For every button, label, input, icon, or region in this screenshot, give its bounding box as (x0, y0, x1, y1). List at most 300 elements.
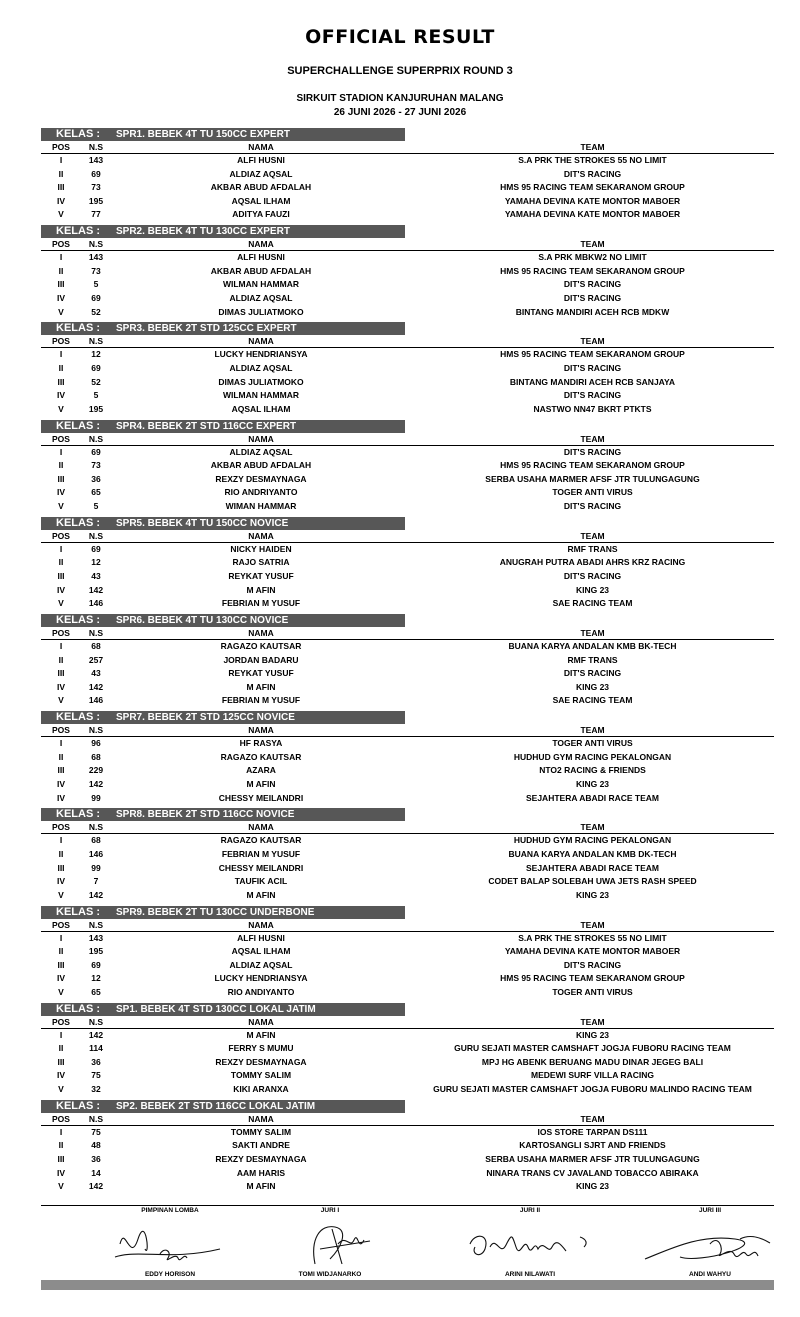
rider-name-cell: RIO ANDRIYANTO (224, 487, 298, 498)
kelas-label: KELAS : (56, 1099, 100, 1112)
rider-name-cell: AKBAR ABUD AFDALAH (210, 265, 312, 276)
rider-name-cell: FEBRIAN M YUSUF (221, 598, 301, 609)
table-row (41, 473, 774, 487)
position-cell: IV (56, 390, 66, 401)
start-number-cell: 142 (88, 778, 104, 789)
signature-scribble-icon (640, 1219, 790, 1269)
col-pos-header: POS (52, 530, 70, 541)
position-cell: V (58, 403, 64, 414)
team-name-cell: NINARA TRANS CV JAVALAND TOBACCO ABIRAKA (486, 1167, 699, 1178)
table-row (41, 862, 774, 876)
col-ns-header: N.S (88, 627, 104, 638)
class-name: SPR7. BEBEK 2T STD 125CC NOVICE (116, 712, 295, 724)
col-pos-header: POS (52, 627, 70, 638)
start-number-cell: 12 (91, 973, 101, 984)
start-number-cell: 69 (91, 168, 101, 179)
team-name-cell: GURU SEJATI MASTER CAMSHAFT JOGJA FUBORU MALINDO RACING TEAM (433, 1084, 752, 1095)
team-name-cell: HMS 95 RACING TEAM SEKARANOM GROUP (500, 265, 685, 276)
team-name-cell: DIT'S RACING (563, 362, 622, 373)
col-team-header: TEAM (580, 919, 605, 930)
start-number-cell: 65 (91, 986, 101, 997)
position-cell: II (58, 1140, 64, 1151)
col-nama-header: NAMA (248, 1113, 274, 1124)
position-cell: III (57, 182, 65, 193)
table-row (41, 348, 774, 362)
start-number-cell: 36 (91, 1154, 101, 1165)
position-cell: III (57, 1056, 65, 1067)
kelas-label: KELAS : (56, 225, 100, 238)
table-row (41, 875, 774, 889)
start-number-cell: 43 (91, 570, 101, 581)
team-name-cell: DIT'S RACING (563, 500, 622, 511)
team-name-cell: HUDHUD GYM RACING PEKALONGAN (513, 835, 672, 846)
position-cell: II (58, 848, 64, 859)
col-ns-header: N.S (88, 1016, 104, 1027)
table-row (41, 181, 774, 195)
rider-name-cell: FEBRIAN M YUSUF (221, 695, 301, 706)
class-name: SPR9. BEBEK 2T TU 130CC UNDERBONE (116, 906, 315, 918)
col-nama-header: NAMA (248, 725, 274, 736)
position-cell: IV (56, 1070, 66, 1081)
position-cell: V (58, 306, 64, 317)
rider-name-cell: TOMMY SALIM (230, 1126, 292, 1137)
table-row (41, 1153, 774, 1167)
kelas-label: KELAS : (56, 905, 100, 918)
rider-name-cell: WIMAN HAMMAR (225, 500, 297, 511)
table-row (41, 278, 774, 292)
start-number-cell: 146 (88, 598, 104, 609)
position-cell: III (57, 1154, 65, 1165)
column-header-row (41, 530, 774, 543)
class-header-bar (41, 1003, 405, 1016)
col-team-header: TEAM (580, 725, 605, 736)
results-table (41, 128, 774, 1197)
kelas-label: KELAS : (56, 711, 100, 724)
start-number-cell: 69 (91, 959, 101, 970)
col-nama-header: NAMA (248, 142, 274, 152)
rider-name-cell: TOMMY SALIM (230, 1070, 292, 1081)
class-header-bar (41, 517, 405, 530)
team-name-cell: HMS 95 RACING TEAM SEKARANOM GROUP (500, 349, 685, 360)
col-team-header: TEAM (580, 1113, 605, 1124)
rider-name-cell: REXZY DESMAYNAGA (215, 473, 307, 484)
team-name-cell: RMF TRANS (567, 543, 618, 554)
class-header-bar (41, 128, 405, 141)
rider-name-cell: JORDAN BADARU (223, 654, 299, 665)
rider-name-cell: ALDIAZ AQSAL (229, 168, 293, 179)
table-row (41, 403, 774, 417)
team-name-cell: YAMAHA DEVINA KATE MONTOR MABOER (504, 195, 681, 206)
kelas-label: KELAS : (56, 613, 100, 626)
team-name-cell: SEJAHTERA ABADI RACE TEAM (525, 862, 660, 873)
rider-name-cell: RIO ANDIYANTO (227, 986, 295, 997)
start-number-cell: 52 (91, 376, 101, 387)
start-number-cell: 52 (91, 306, 101, 317)
team-name-cell: DIT'S RACING (563, 279, 622, 290)
table-row (41, 362, 774, 376)
team-name-cell: SEJAHTERA ABADI RACE TEAM (525, 792, 660, 803)
table-row (41, 168, 774, 182)
event-dates: 26 JUNI 2026 - 27 JUNI 2026 (333, 107, 467, 118)
position-cell: V (58, 889, 64, 900)
rider-name-cell: REYKAT YUSUF (228, 668, 294, 679)
position-cell: III (57, 570, 65, 581)
team-name-cell: KING 23 (575, 889, 610, 900)
team-name-cell: SERBA USAHA MARMER AFSF JTR TULUNGAGUNG (485, 473, 700, 484)
team-name-cell: HMS 95 RACING TEAM SEKARANOM GROUP (500, 460, 685, 471)
rider-name-cell: REXZY DESMAYNAGA (215, 1154, 307, 1165)
position-cell: IV (56, 1167, 66, 1178)
rider-name-cell: AKBAR ABUD AFDALAH (210, 460, 312, 471)
position-cell: III (57, 473, 65, 484)
position-cell: V (58, 500, 64, 511)
position-cell: I (59, 446, 63, 457)
table-row (41, 834, 774, 848)
table-row (41, 959, 774, 973)
table-row (41, 640, 774, 654)
rider-name-cell: M AFIN (246, 778, 276, 789)
start-number-cell: 195 (88, 946, 104, 957)
start-number-cell: 5 (93, 279, 99, 290)
position-cell: IV (56, 195, 66, 206)
col-nama-header: NAMA (248, 919, 274, 930)
table-row (41, 667, 774, 681)
col-pos-header: POS (52, 336, 70, 347)
position-cell: II (58, 460, 64, 471)
kelas-label: KELAS : (56, 516, 100, 529)
team-name-cell: S.A PRK MBKW2 NO LIMIT (538, 252, 647, 263)
start-number-cell: 5 (93, 500, 99, 511)
team-name-cell: DIT'S RACING (563, 570, 622, 581)
team-name-cell: TOGER ANTI VIRUS (552, 986, 633, 997)
start-number-cell: 142 (88, 1181, 104, 1192)
position-cell: V (58, 986, 64, 997)
col-ns-header: N.S (88, 433, 104, 444)
table-row (41, 543, 774, 557)
team-name-cell: KING 23 (575, 584, 610, 595)
rider-name-cell: AQSAL ILHAM (231, 195, 291, 206)
rider-name-cell: ALFI HUSNI (237, 932, 285, 943)
class-name: SPR8. BEBEK 2T STD 116CC NOVICE (116, 809, 295, 821)
rider-name-cell: AZARA (246, 765, 276, 776)
col-team-header: TEAM (580, 1016, 605, 1027)
position-cell: IV (56, 973, 66, 984)
table-row (41, 945, 774, 959)
signature-divider (41, 1205, 774, 1206)
position-cell: I (59, 252, 63, 263)
start-number-cell: 65 (91, 487, 101, 498)
position-cell: IV (56, 792, 66, 803)
position-cell: I (59, 349, 63, 360)
rider-name-cell: KIKI ARANXA (233, 1084, 289, 1095)
class-block (41, 420, 774, 517)
start-number-cell: 146 (88, 848, 104, 859)
table-row (41, 986, 774, 1000)
class-block (41, 1003, 774, 1100)
start-number-cell: 75 (91, 1070, 101, 1081)
rider-name-cell: REYKAT YUSUF (228, 570, 294, 581)
team-name-cell: BUANA KARYA ANDALAN KMB DK-TECH (508, 848, 677, 859)
start-number-cell: 32 (91, 1084, 101, 1095)
col-pos-header: POS (52, 822, 70, 833)
class-block (41, 517, 774, 614)
start-number-cell: 99 (91, 792, 101, 803)
rider-name-cell: CHESSY MEILANDRI (218, 792, 304, 803)
rider-name-cell: SAKTI ANDRE (232, 1140, 290, 1151)
start-number-cell: 73 (91, 182, 101, 193)
rider-name-cell: LUCKY HENDRIANSYA (214, 973, 308, 984)
team-name-cell: NTO2 RACING & FRIENDS (539, 765, 646, 776)
rider-name-cell: M AFIN (246, 681, 276, 692)
class-block (41, 711, 774, 808)
column-header-row (41, 919, 774, 932)
team-name-cell: KING 23 (575, 778, 610, 789)
position-cell: V (58, 695, 64, 706)
table-row (41, 694, 774, 708)
venue-block (0, 92, 800, 120)
start-number-cell: 48 (91, 1140, 101, 1151)
table-row (41, 265, 774, 279)
team-name-cell: KING 23 (575, 1181, 610, 1192)
kelas-label: KELAS : (56, 1002, 100, 1015)
column-header-row (41, 1016, 774, 1029)
col-pos-header: POS (52, 1113, 70, 1124)
start-number-cell: 142 (88, 681, 104, 692)
position-cell: V (58, 209, 64, 220)
class-block (41, 322, 774, 419)
start-number-cell: 142 (88, 889, 104, 900)
col-team-header: TEAM (580, 142, 605, 152)
kelas-label: KELAS : (56, 808, 100, 821)
signature-juri-3 (620, 1207, 800, 1278)
class-block (41, 225, 774, 322)
page-title: OFFICIAL RESULT (305, 26, 495, 48)
rider-name-cell: M AFIN (246, 584, 276, 595)
table-row (41, 972, 774, 986)
start-number-cell: 36 (91, 1056, 101, 1067)
col-ns-header: N.S (88, 1113, 104, 1124)
table-row (41, 889, 774, 903)
signature-juri-1 (240, 1207, 420, 1278)
position-cell: I (59, 835, 63, 846)
table-row (41, 292, 774, 306)
signature-role: PIMPINAN LOMBA (141, 1207, 199, 1214)
team-name-cell: GURU SEJATI MASTER CAMSHAFT JOGJA FUBORU RACING TEAM (454, 1043, 731, 1054)
col-pos-header: POS (52, 433, 70, 444)
start-number-cell: 142 (88, 584, 104, 595)
team-name-cell: IOS STORE TARPAN DS111 (537, 1126, 648, 1137)
rider-name-cell: HF RASYA (239, 738, 283, 749)
team-name-cell: ANUGRAH PUTRA ABADI AHRS KRZ RACING (499, 557, 686, 568)
team-name-cell: DIT'S RACING (563, 390, 622, 401)
start-number-cell: 99 (91, 862, 101, 873)
signature-name: ARINI NILAWATI (504, 1271, 556, 1278)
col-ns-header: N.S (88, 919, 104, 930)
rider-name-cell: FERRY S MUMU (228, 1043, 294, 1054)
start-number-cell: 68 (91, 640, 101, 651)
col-ns-header: N.S (88, 725, 104, 736)
column-header-row (41, 335, 774, 348)
table-row (41, 932, 774, 946)
team-name-cell: S.A PRK THE STROKES 55 NO LIMIT (518, 932, 667, 943)
team-name-cell: KING 23 (575, 681, 610, 692)
table-row (41, 681, 774, 695)
table-row (41, 792, 774, 806)
class-name: SPR6. BEBEK 4T TU 130CC NOVICE (116, 614, 289, 626)
position-cell: II (58, 265, 64, 276)
class-name: SPR2. BEBEK 4T TU 130CC EXPERT (116, 226, 290, 238)
class-header-bar (41, 1100, 405, 1113)
event-subtitle: SUPERCHALLENGE SUPERPRIX ROUND 3 (287, 65, 513, 77)
class-header-bar (41, 614, 405, 627)
start-number-cell: 146 (88, 695, 104, 706)
team-name-cell: BINTANG MANDIRI ACEH RCB SANJAYA (509, 376, 676, 387)
position-cell: IV (56, 778, 66, 789)
column-header-row (41, 821, 774, 834)
start-number-cell: 7 (93, 876, 99, 887)
start-number-cell: 73 (91, 460, 101, 471)
table-row (41, 737, 774, 751)
position-cell: III (57, 376, 65, 387)
start-number-cell: 69 (91, 543, 101, 554)
table-row (41, 1069, 774, 1083)
class-header-bar (41, 711, 405, 724)
col-team-header: TEAM (580, 627, 605, 638)
start-number-cell: 14 (91, 1167, 101, 1178)
table-row (41, 1167, 774, 1181)
signature-scribble-icon (100, 1219, 240, 1269)
position-cell: I (59, 932, 63, 943)
position-cell: II (58, 362, 64, 373)
start-number-cell: 73 (91, 265, 101, 276)
class-block (41, 128, 774, 225)
rider-name-cell: ALDIAZ AQSAL (229, 362, 293, 373)
start-number-cell: 68 (91, 835, 101, 846)
signature-name: TOMI WIDJANARKO (298, 1271, 362, 1278)
rider-name-cell: M AFIN (246, 1181, 276, 1192)
team-name-cell: TOGER ANTI VIRUS (552, 487, 633, 498)
team-name-cell: DIT'S RACING (563, 668, 622, 679)
class-block (41, 808, 774, 905)
col-nama-header: NAMA (248, 530, 274, 541)
team-name-cell: MEDEWI SURF VILLA RACING (531, 1070, 654, 1081)
table-row (41, 486, 774, 500)
venue-name: SIRKUIT STADION KANJURUHAN MALANG (296, 93, 504, 104)
rider-name-cell: WILMAN HAMMAR (222, 390, 299, 401)
start-number-cell: 75 (91, 1126, 101, 1137)
class-block (41, 906, 774, 1003)
start-number-cell: 195 (88, 195, 104, 206)
table-row (41, 376, 774, 390)
footer-bar (41, 1280, 774, 1290)
start-number-cell: 12 (91, 349, 101, 360)
position-cell: IV (56, 292, 66, 303)
team-name-cell: BINTANG MANDIRI ACEH RCB MDKW (515, 306, 670, 317)
team-name-cell: HUDHUD GYM RACING PEKALONGAN (513, 751, 672, 762)
table-row (41, 306, 774, 320)
team-name-cell: YAMAHA DEVINA KATE MONTOR MABOER (504, 946, 681, 957)
class-name: SPR3. BEBEK 2T STD 125CC EXPERT (116, 323, 297, 335)
team-name-cell: YAMAHA DEVINA KATE MONTOR MABOER (504, 209, 681, 220)
start-number-cell: 77 (91, 209, 101, 220)
start-number-cell: 12 (91, 557, 101, 568)
rider-name-cell: CHESSY MEILANDRI (218, 862, 304, 873)
rider-name-cell: ALDIAZ AQSAL (229, 292, 293, 303)
table-row (41, 195, 774, 209)
rider-name-cell: AQSAL ILHAM (231, 403, 291, 414)
team-name-cell: SAE RACING TEAM (552, 598, 633, 609)
start-number-cell: 69 (91, 292, 101, 303)
rider-name-cell: ALFI HUSNI (237, 155, 285, 165)
column-header-row (41, 1113, 774, 1126)
signature-role: JURI III (698, 1207, 722, 1214)
team-name-cell: HMS 95 RACING TEAM SEKARANOM GROUP (500, 973, 685, 984)
table-row (41, 389, 774, 403)
team-name-cell: SERBA USAHA MARMER AFSF JTR TULUNGAGUNG (485, 1154, 700, 1165)
rider-name-cell: FEBRIAN M YUSUF (221, 848, 301, 859)
col-ns-header: N.S (88, 239, 104, 250)
position-cell: V (58, 1084, 64, 1095)
table-row (41, 597, 774, 611)
position-cell: II (58, 1043, 64, 1054)
position-cell: III (57, 668, 65, 679)
table-row (41, 459, 774, 473)
col-nama-header: NAMA (248, 1016, 274, 1027)
class-block (41, 614, 774, 711)
table-row (41, 208, 774, 222)
col-pos-header: POS (52, 142, 70, 152)
table-row (41, 1056, 774, 1070)
col-pos-header: POS (52, 239, 70, 250)
team-name-cell: S.A PRK THE STROKES 55 NO LIMIT (518, 155, 667, 165)
position-cell: III (57, 765, 65, 776)
rider-name-cell: RAJO SATRIA (232, 557, 290, 568)
class-header-bar (41, 420, 405, 433)
start-number-cell: 143 (88, 155, 104, 165)
position-cell: V (58, 1181, 64, 1192)
class-name: SP2. BEBEK 2T STD 116CC LOKAL JATIM (116, 1100, 316, 1112)
start-number-cell: 257 (88, 654, 104, 665)
rider-name-cell: ALDIAZ AQSAL (229, 959, 293, 970)
table-row (41, 1042, 774, 1056)
team-name-cell: DIT'S RACING (563, 168, 622, 179)
position-cell: III (57, 959, 65, 970)
rider-name-cell: M AFIN (246, 1029, 276, 1040)
team-name-cell: TOGER ANTI VIRUS (552, 738, 633, 749)
start-number-cell: 69 (91, 362, 101, 373)
start-number-cell: 96 (91, 738, 101, 749)
col-pos-header: POS (52, 1016, 70, 1027)
rider-name-cell: TAUFIK ACIL (234, 876, 288, 887)
class-header-bar (41, 225, 405, 238)
rider-name-cell: REXZY DESMAYNAGA (215, 1056, 307, 1067)
position-cell: I (59, 155, 63, 165)
signature-pimpinan (80, 1207, 260, 1278)
col-nama-header: NAMA (248, 627, 274, 638)
column-header-row (41, 724, 774, 737)
table-row (41, 751, 774, 765)
class-name: SPR1. BEBEK 4T TU 150CC EXPERT (116, 129, 290, 140)
rider-name-cell: RAGAZO KAUTSAR (220, 835, 302, 846)
class-header-bar (41, 322, 405, 335)
table-row (41, 764, 774, 778)
team-name-cell: KARTOSANGLI SJRT AND FRIENDS (519, 1140, 666, 1151)
class-name: SPR5. BEBEK 4T TU 150CC NOVICE (116, 517, 289, 529)
signature-juri-2 (440, 1207, 620, 1278)
col-ns-header: N.S (88, 142, 104, 152)
position-cell: II (58, 557, 64, 568)
signature-role: JURI II (519, 1207, 541, 1214)
